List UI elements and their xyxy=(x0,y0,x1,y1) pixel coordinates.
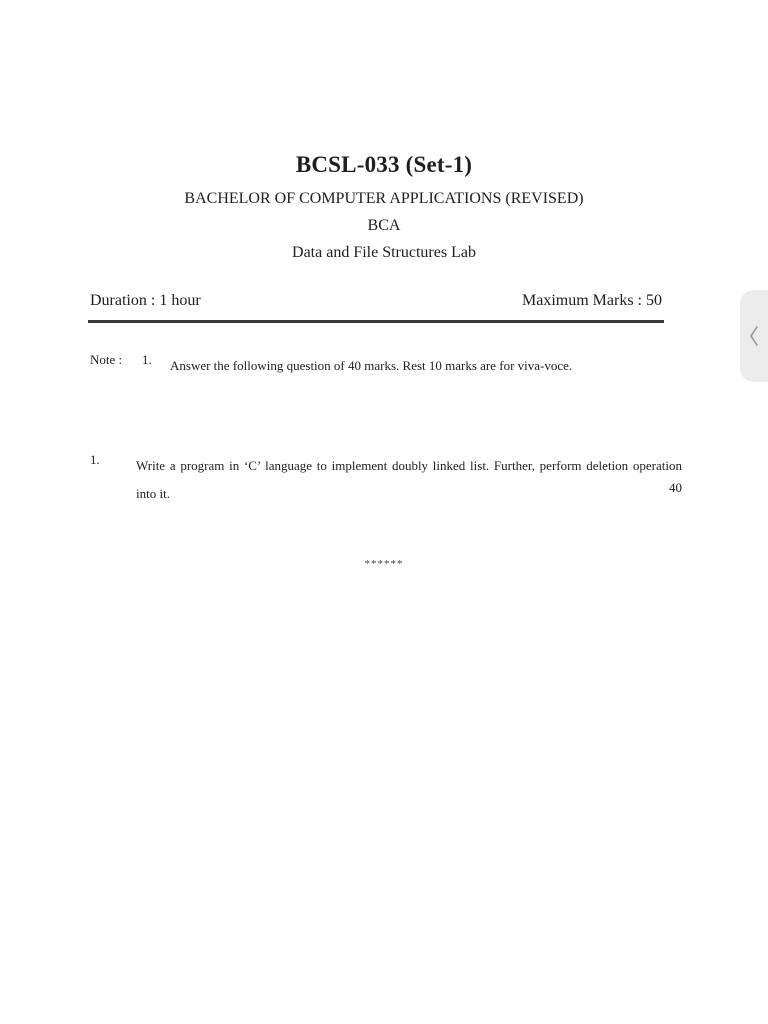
degree-title: BCA xyxy=(367,217,401,234)
note-label: Note : xyxy=(90,352,123,367)
question-number: 1. xyxy=(90,452,100,467)
end-of-paper-mark: ****** xyxy=(364,558,404,570)
maximum-marks-text: Maximum Marks : 50 xyxy=(522,292,662,309)
note-number: 1. xyxy=(142,352,152,367)
question-marks: 40 xyxy=(669,480,682,495)
chevron-left-icon xyxy=(749,325,759,347)
note-text: Answer the following question of 40 marks. Rest 10 marks are for viva-voce. xyxy=(170,358,573,373)
course-title: Data and File Structures Lab xyxy=(292,244,476,261)
paper-code-title: BCSL-033 (Set-1) xyxy=(295,152,473,177)
question-text: Write a program in ‘C’ language to implement doubly linked list. Further, perform deletion operation into it. xyxy=(136,458,682,501)
side-panel-handle[interactable] xyxy=(740,290,768,382)
duration-text: Duration : 1 hour xyxy=(90,292,201,309)
header-divider xyxy=(88,320,664,323)
program-title: BACHELOR OF COMPUTER APPLICATIONS (REVISED) xyxy=(184,190,584,207)
